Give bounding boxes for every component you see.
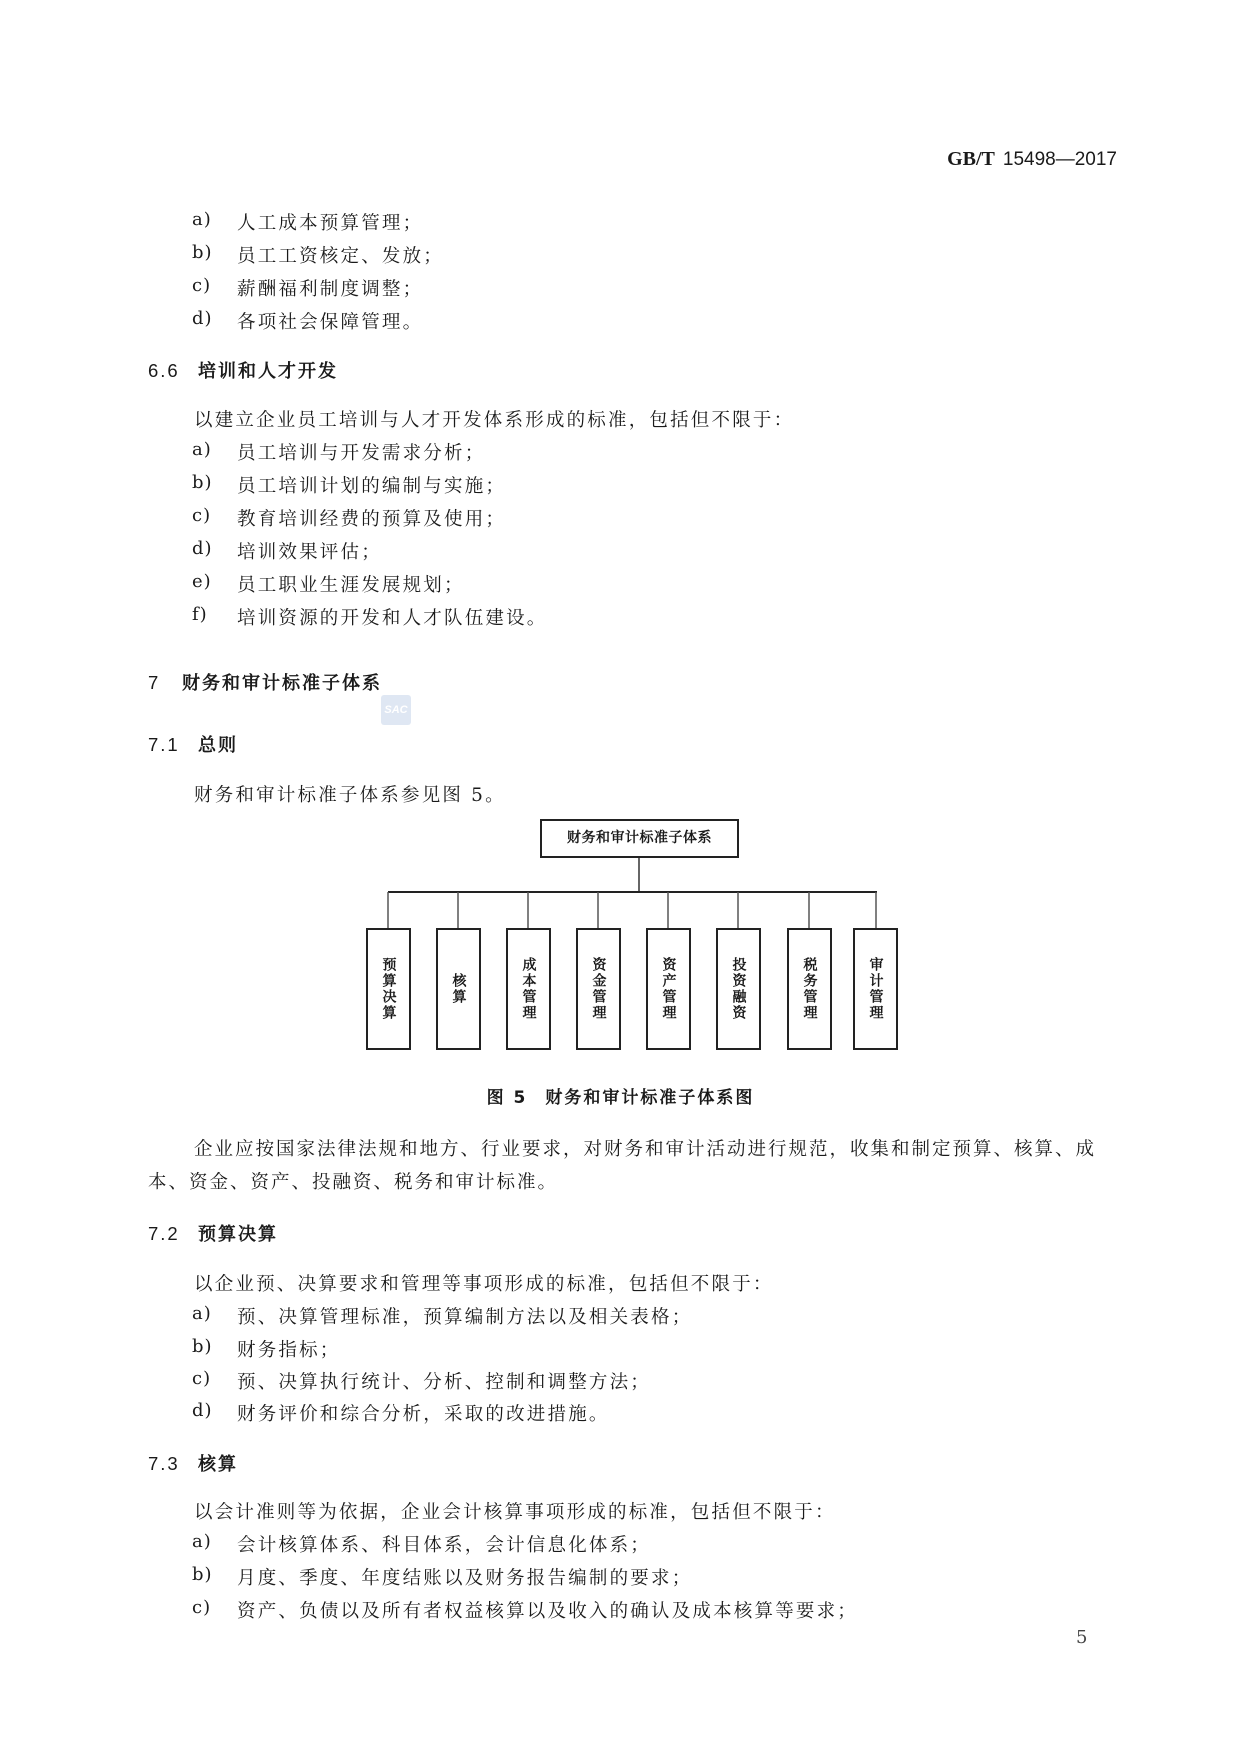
list-item: 培训资源的开发和人才队伍建设。 [237,608,548,629]
heading-title: 总则 [198,735,238,756]
list-label: b) [192,1564,213,1585]
node-label: 预算决算 [380,957,397,1021]
heading-7-2 [148,1220,278,1246]
list-item: 预、决算管理标准，预算编制方法以及相关表格； [237,1307,693,1328]
section-7-paragraph: 企业应按国家法律法规和地方、行业要求，对财务和审计活动进行规范，收集和制定预算、核算、成本、资金、资产、投融资、税务和审计标准。 [148,1139,1097,1193]
list-item: 各项社会保障管理。 [237,312,424,333]
list-label: a) [192,1531,212,1552]
intro-7-3: 以会计准则等为依据，企业会计核算事项形成的标准，包括但不限于： [194,1502,836,1523]
list-item: 员工培训计划的编制与实施； [237,476,507,497]
list-label: d) [192,538,213,559]
node-label: 税务管理 [801,957,818,1021]
list-label: b) [192,242,213,263]
diagram-child-node [716,928,761,1050]
heading-number: 7 [148,672,161,693]
node-label: 成本管理 [520,957,537,1021]
list-label: a) [192,439,212,460]
list-item: 员工工资核定、发放； [237,246,445,267]
heading-title: 培训和人才开发 [198,361,338,382]
diagram-child-node [436,928,481,1050]
list-item: 预、决算执行统计、分析、控制和调整方法； [237,1372,652,1393]
list-item: 教育培训经费的预算及使用； [237,509,507,530]
text-7-1: 财务和审计标准子体系参见图 5。 [194,785,506,806]
sac-watermark: SAC [381,695,411,725]
heading-7 [148,669,382,695]
list-label: f) [192,604,208,625]
list-item: 财务评价和综合分析，采取的改进措施。 [237,1404,610,1425]
heading-number: 7.1 [148,734,180,755]
diagram-child-node [787,928,832,1050]
list-label: a) [192,1303,212,1324]
node-label: 核算 [450,973,467,1005]
list-label: c) [192,1597,212,1618]
standard-header [947,148,1117,171]
figure-caption [0,1083,1241,1108]
intro-7-2: 以企业预、决算要求和管理等事项形成的标准，包括但不限于： [194,1274,774,1295]
intro-6-6: 以建立企业员工培训与人才开发体系形成的标准，包括但不限于： [194,410,795,431]
list-label: d) [192,308,213,329]
list-item: 员工培训与开发需求分析； [237,443,486,464]
list-item: 会计核算体系、科目体系，会计信息化体系； [237,1535,652,1556]
heading-title: 预算决算 [198,1224,278,1245]
page-number: 5 [1076,1627,1088,1648]
list-label: b) [192,1336,213,1357]
diagram-child-node [853,928,898,1050]
list-item: 月度、季度、年度结账以及财务报告编制的要求； [237,1568,693,1589]
heading-6-6 [148,357,338,383]
heading-number: 6.6 [148,360,180,381]
heading-title: 财务和审计标准子体系 [182,673,382,694]
heading-title: 核算 [198,1454,238,1475]
diagram-root-node: 财务和审计标准子体系 [540,819,739,858]
node-label: 资金管理 [590,957,607,1021]
list-item: 资产、负债以及所有者权益核算以及收入的确认及成本核算等要求； [237,1601,859,1622]
list-label: d) [192,1400,213,1421]
node-label: 投资融资 [730,957,747,1021]
list-label: e) [192,571,212,592]
heading-number: 7.2 [148,1223,180,1244]
heading-number: 7.3 [148,1453,180,1474]
list-label: c) [192,275,212,296]
diagram-child-node [506,928,551,1050]
standard-number: 15498—2017 [1002,149,1117,170]
list-item: 培训效果评估； [237,542,382,563]
standard-prefix: GB/T [947,148,995,170]
heading-7-1 [148,731,238,757]
list-item: 员工职业生涯发展规划； [237,575,465,596]
node-label: 资产管理 [660,957,677,1021]
list-item: 人工成本预算管理； [237,213,424,234]
list-item: 薪酬福利制度调整； [237,279,424,300]
diagram-child-node [576,928,621,1050]
figure-title: 财务和审计标准子体系图 [545,1088,755,1108]
list-label: a) [192,209,212,230]
diagram-child-node [366,928,411,1050]
list-label: b) [192,472,213,493]
node-label: 审计管理 [867,957,884,1021]
heading-7-3 [148,1450,238,1476]
list-item: 财务指标； [237,1340,341,1361]
diagram-child-node [646,928,691,1050]
figure-number: 图 5 [486,1088,528,1108]
list-label: c) [192,505,212,526]
list-label: c) [192,1368,212,1389]
